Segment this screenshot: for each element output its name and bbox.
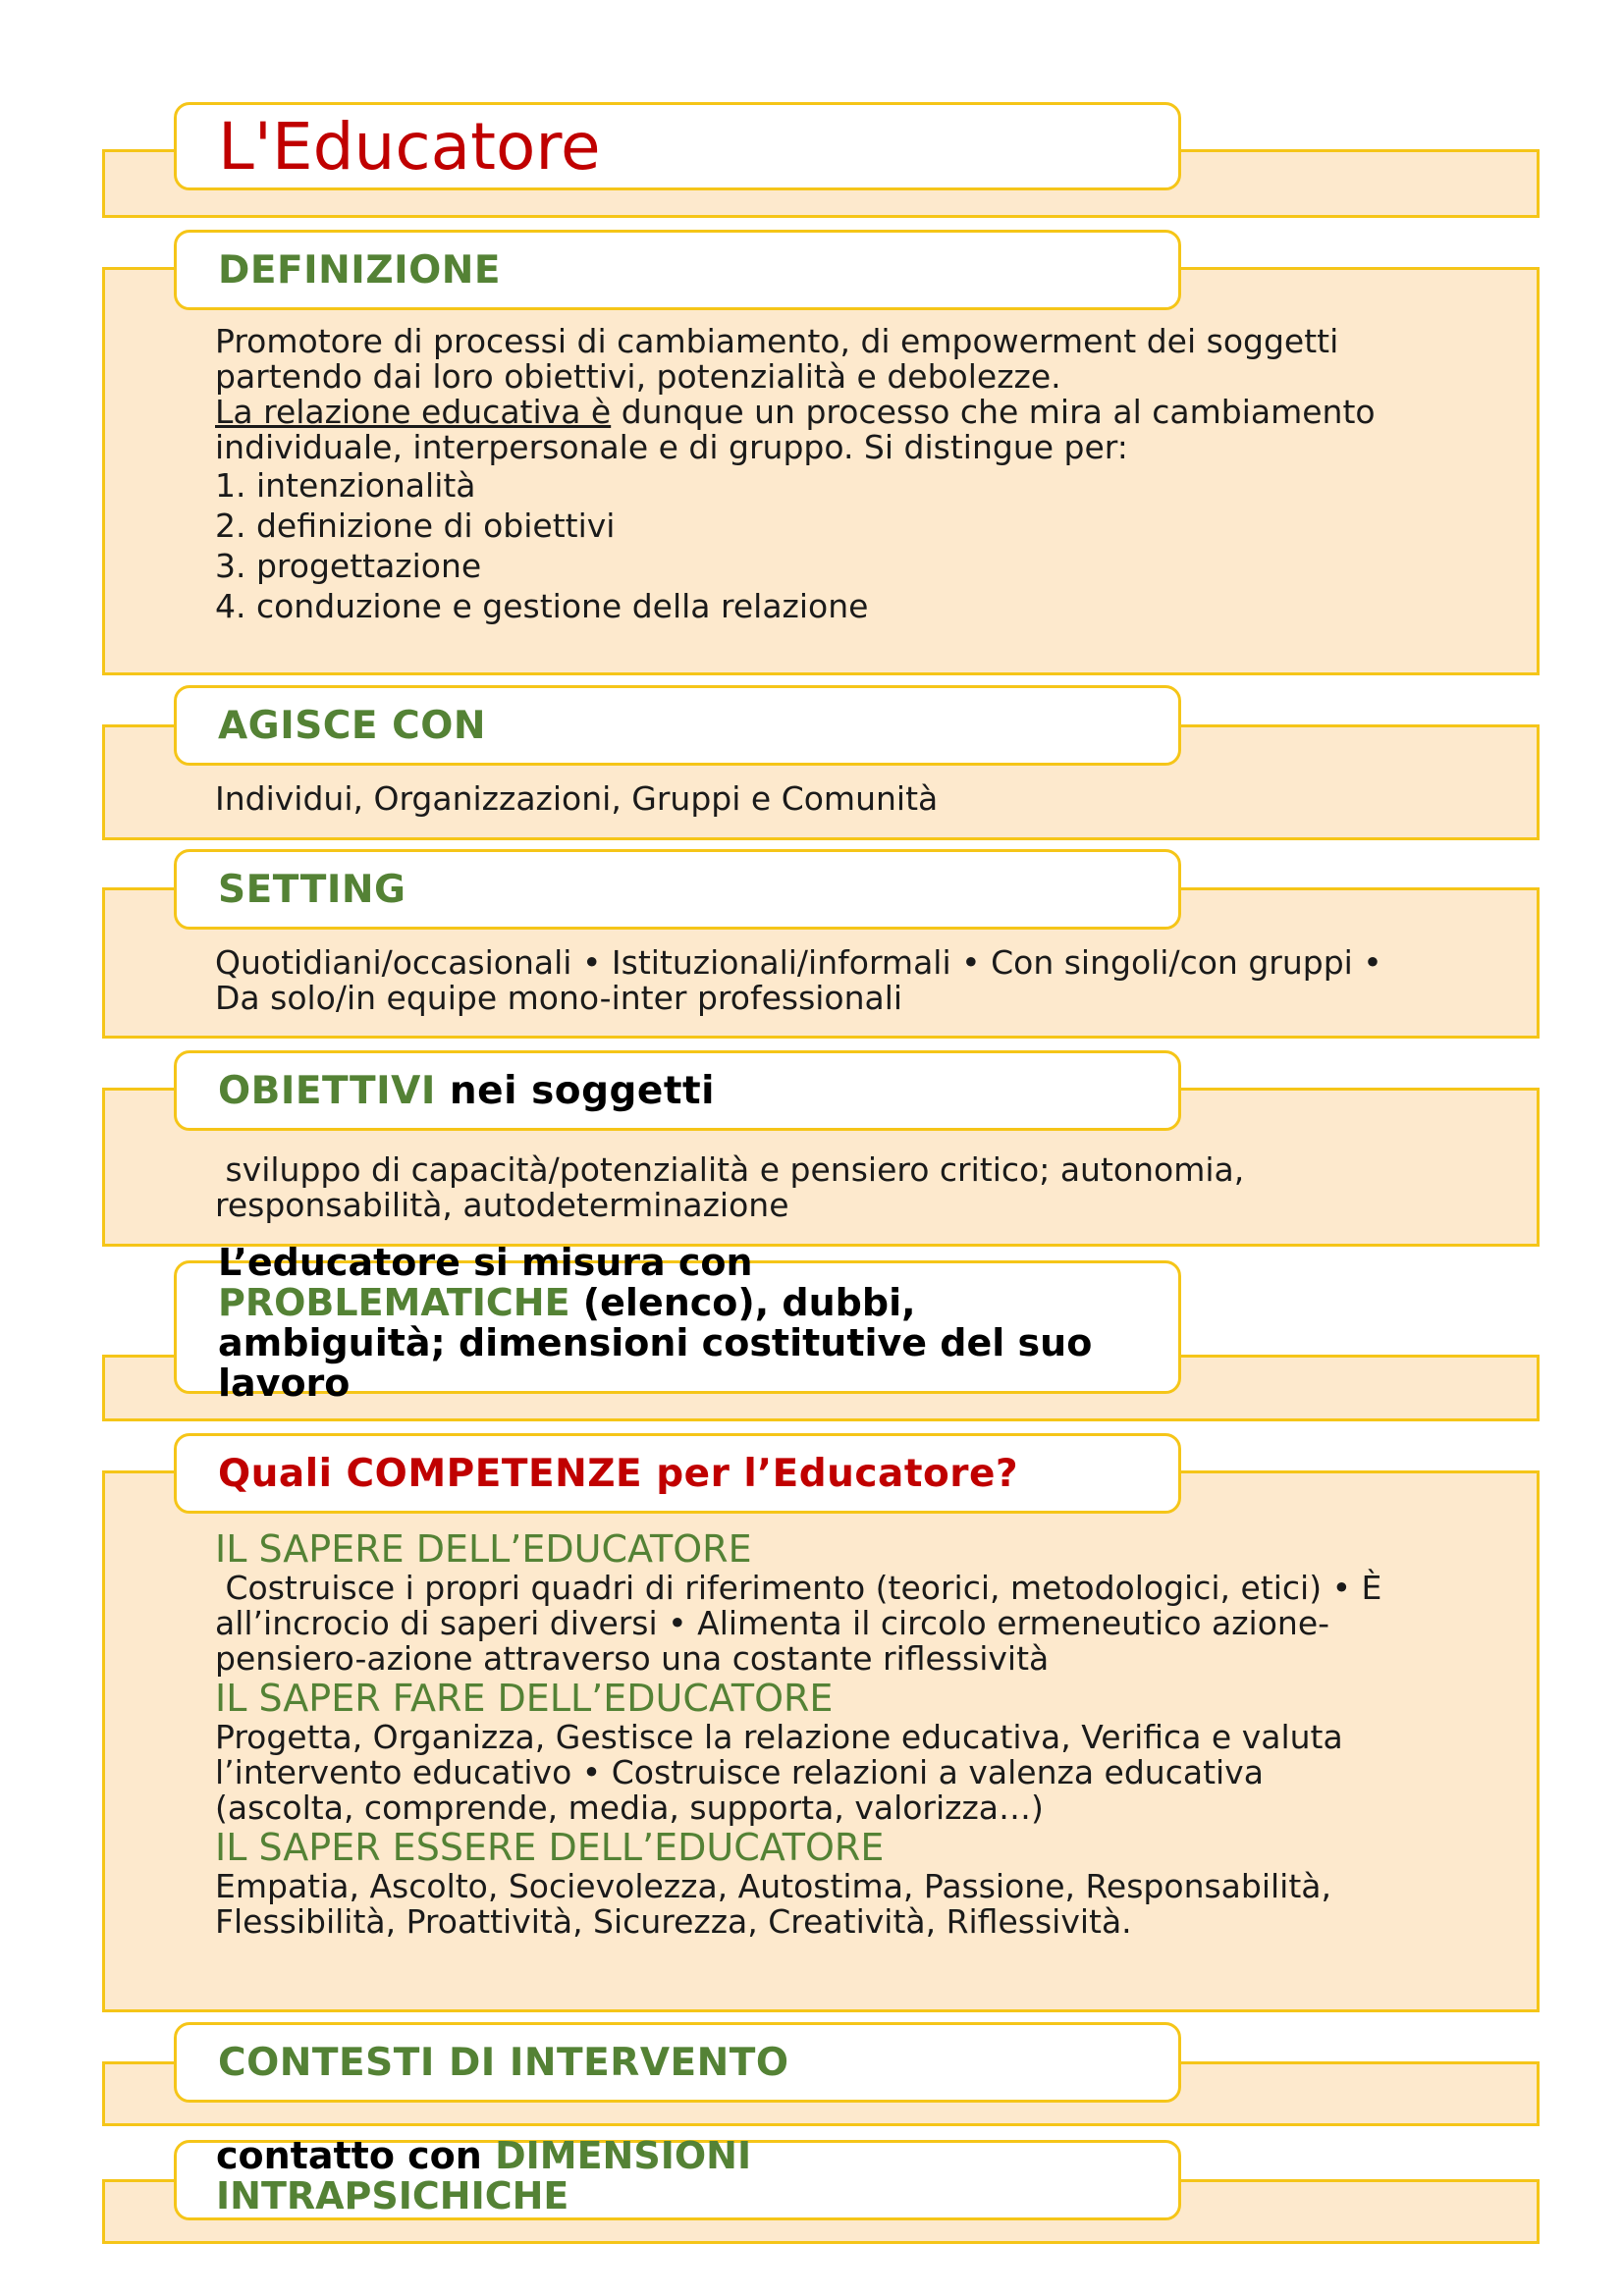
- setting-line: Quotidiani/occasionali • Istituzionali/informali • Con singoli/con gruppi •: [215, 943, 1382, 982]
- agisce-body: [215, 781, 1521, 817]
- definizione-paragraph-1: Promotore di processi di cambiamento, di empowerment dei soggetti partendo dai loro obiettivi, potenzialità e debolezze.: [215, 322, 1339, 396]
- definizione-paragraph-2-text: dunque un processo che mira al cambiamento individuale, interpersonale e di gruppo. Si distingue per:: [215, 393, 1376, 466]
- obiettivi-heading-green: OBIETTIVI: [218, 1068, 436, 1113]
- contatto-prefix: contatto con: [216, 2134, 496, 2177]
- definizione-list-item: 2. definizione di obiettivi: [215, 507, 616, 545]
- setting-body: [215, 945, 1521, 1016]
- competenze-heading: Quali COMPETENZE per l’Educatore?: [218, 1451, 1019, 1496]
- definizione-list-item: 3. progettazione: [215, 547, 482, 585]
- saper-essere-line: Empatia, Ascolto, Socievolezza, Autostima, Passione, Responsabilità,: [215, 1867, 1332, 1905]
- agisce-text: Individui, Organizzazioni, Gruppi e Comunità: [215, 779, 939, 818]
- definizione-paragraph-2: [215, 395, 1413, 465]
- saper-fare-heading: IL SAPER FARE DELL’EDUCATORE: [215, 1677, 834, 1720]
- setting-line: Da solo/in equipe mono-inter professionali: [215, 979, 903, 1017]
- definizione-body: [215, 324, 1521, 626]
- saper-fare-line: l’intervento educativo • Costruisce relazioni a valenza educativa: [215, 1753, 1264, 1791]
- definizione-list-item: 1. intenzionalità: [215, 466, 476, 505]
- problematiche-line: L’educatore si misura con: [218, 1241, 753, 1284]
- page-title: L'Educatore: [218, 108, 601, 185]
- competenze-body: [215, 1527, 1521, 1940]
- obiettivi-heading-black: nei soggetti: [435, 1068, 716, 1113]
- saper-fare-line: (ascolta, comprende, media, supporta, valorizza…): [215, 1789, 1044, 1827]
- dimensioni-label: DIMENSIONI: [495, 2134, 752, 2177]
- obiettivi-heading: [218, 1069, 715, 1113]
- problematiche-line: lavoro: [218, 1362, 351, 1405]
- setting-heading: SETTING: [218, 867, 406, 912]
- setting-tab: [174, 849, 1181, 930]
- title-box: [174, 102, 1181, 190]
- problematiche-green: PROBLEMATICHE: [218, 1281, 570, 1324]
- sapere-line: all’incrocio di saperi diversi • Alimenta il circolo ermeneutico azione-: [215, 1604, 1330, 1642]
- agisce-heading: AGISCE CON: [218, 703, 487, 748]
- obiettivi-line: responsabilità, autodeterminazione: [215, 1186, 789, 1224]
- relazione-educativa-underlined: La relazione educativa è: [215, 393, 612, 431]
- definizione-heading: DEFINIZIONE: [218, 247, 502, 293]
- definizione-list-item: 4. conduzione e gestione della relazione: [215, 587, 869, 625]
- sapere-line: Costruisce i propri quadri di riferimento (teorici, metodologici, etici) • È: [215, 1569, 1382, 1607]
- sapere-heading: IL SAPERE DELL’EDUCATORE: [215, 1527, 752, 1571]
- obiettivi-tab: [174, 1050, 1181, 1131]
- problematiche-line: [218, 1283, 1092, 1323]
- saper-fare-line: Progetta, Organizza, Gestisce la relazione educativa, Verifica e valuta: [215, 1718, 1343, 1756]
- contesti-tab: [174, 2022, 1181, 2103]
- contatto-text: [216, 2136, 751, 2216]
- saper-essere-line: Flessibilità, Proattività, Sicurezza, Creatività, Riflessività.: [215, 1902, 1132, 1941]
- competenze-tab: [174, 1433, 1181, 1514]
- saper-essere-heading: IL SAPER ESSERE DELL’EDUCATORE: [215, 1826, 885, 1869]
- contatto-line-1: [216, 2136, 751, 2176]
- obiettivi-body: [215, 1152, 1521, 1223]
- contesti-heading: CONTESTI DI INTERVENTO: [218, 2040, 789, 2085]
- agisce-tab: [174, 685, 1181, 766]
- problematiche-text: [218, 1243, 1092, 1404]
- sapere-line: pensiero-azione attraverso una costante riflessività: [215, 1639, 1050, 1678]
- problematiche-line: ambiguità; dimensioni costitutive del suo: [218, 1321, 1093, 1364]
- intrapsichiche-label: INTRAPSICHICHE: [216, 2174, 569, 2217]
- obiettivi-line: sviluppo di capacità/potenzialità e pensiero critico; autonomia,: [215, 1150, 1245, 1189]
- problematiche-line-2-rest: (elenco), dubbi,: [569, 1281, 916, 1324]
- definizione-tab: [174, 230, 1181, 310]
